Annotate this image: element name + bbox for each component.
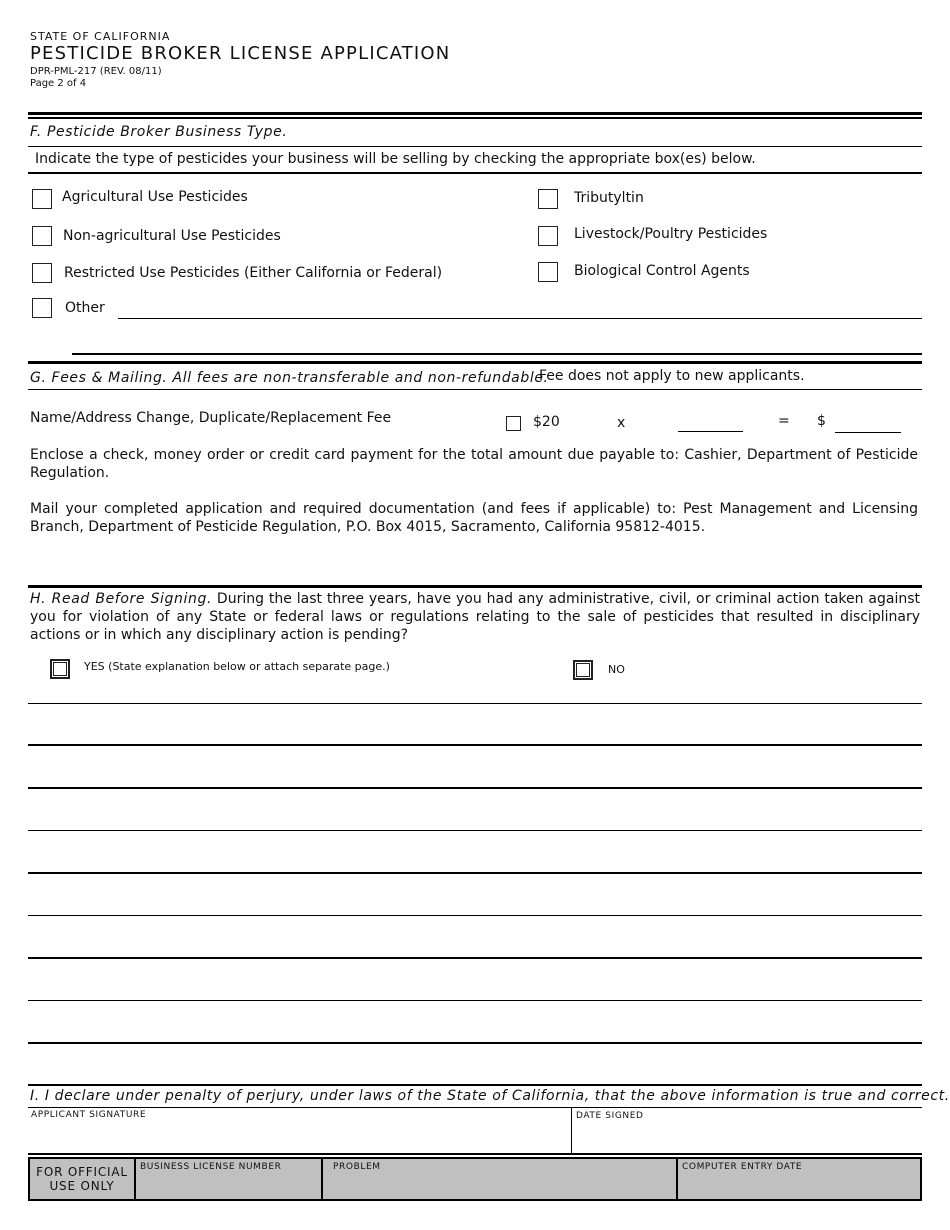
other-input-line[interactable]: [118, 318, 922, 319]
divider: [134, 1157, 136, 1201]
divider: [571, 1107, 572, 1153]
date-signed-field[interactable]: [576, 1122, 920, 1152]
form-number: DPR-PML-217 (REV. 08/11): [30, 66, 162, 77]
restricted-use-checkbox[interactable]: [32, 263, 52, 283]
explanation-line[interactable]: [28, 744, 922, 746]
livestock-poultry-checkbox[interactable]: [538, 226, 558, 246]
other-input-line-2[interactable]: [72, 353, 922, 355]
divider: [28, 146, 922, 147]
divider: [28, 172, 922, 174]
no-label: NO: [608, 663, 625, 676]
section-divider: [28, 1084, 922, 1086]
explanation-line[interactable]: [28, 787, 922, 789]
section-g-title: G. Fees & Mailing. All fees are non-transferable and non-refundable.: [30, 370, 549, 386]
mailing-instructions: Mail your completed application and required documentation (and fees if applicable) to: Pest Management and Licensing Branch, Department of Pesticide Regulation, P.O. Box 4015, Sacramento, California 95812-4015.: [30, 501, 918, 535]
biological-control-checkbox[interactable]: [538, 262, 558, 282]
total-field[interactable]: [835, 432, 901, 433]
fee-label: Name/Address Change, Duplicate/Replacement Fee: [30, 410, 392, 426]
explanation-line[interactable]: [28, 957, 922, 959]
payment-instructions: Enclose a check, money order or credit card payment for the total amount due payable to: Cashier, Department of Pesticide Regulation.: [30, 447, 918, 481]
other-checkbox[interactable]: [32, 298, 52, 318]
tributyltin-label: Tributyltin: [574, 190, 644, 206]
explanation-line[interactable]: [28, 1042, 922, 1044]
explanation-line[interactable]: [28, 703, 922, 704]
no-checkbox[interactable]: [573, 660, 593, 680]
business-license-number-label: BUSINESS LICENSE NUMBER: [140, 1162, 282, 1172]
yes-checkbox[interactable]: [50, 659, 70, 679]
times-sign: x: [617, 415, 626, 431]
dollar-sign: $: [817, 413, 826, 429]
section-h-question: During the last three years, have you had any administrative, civil, or criminal action taken against you for violation of any State or federal laws or regulations relating to the sale of pesticides that resulted in disciplinary actions or in which any disciplinary action is pending?: [30, 591, 920, 643]
yes-label: YES (State explanation below or attach separate page.): [84, 660, 390, 673]
equals-sign: =: [778, 413, 790, 429]
official-use-label: FOR OFFICIAL USE ONLY: [36, 1165, 128, 1193]
section-g-note: Fee does not apply to new applicants.: [539, 368, 805, 384]
livestock-poultry-label: Livestock/Poultry Pesticides: [574, 226, 768, 242]
applicant-signature-label: APPLICANT SIGNATURE: [31, 1110, 147, 1120]
problem-label: PROBLEM: [333, 1162, 381, 1172]
form-title: PESTICIDE BROKER LICENSE APPLICATION: [30, 43, 451, 64]
divider: [321, 1157, 323, 1201]
page-number: Page 2 of 4: [30, 78, 87, 89]
header-divider: [28, 112, 922, 115]
section-h-text: [30, 590, 920, 644]
explanation-line[interactable]: [28, 1000, 922, 1001]
fee-checkbox[interactable]: [506, 416, 521, 431]
date-signed-label: DATE SIGNED: [576, 1111, 644, 1121]
divider: [28, 1153, 922, 1155]
agency-name: STATE OF CALIFORNIA: [30, 30, 171, 43]
non-agricultural-use-checkbox[interactable]: [32, 226, 52, 246]
header-divider-2: [28, 117, 922, 119]
other-label: Other: [65, 300, 105, 316]
divider: [28, 1107, 922, 1108]
section-divider: [28, 361, 922, 364]
agricultural-use-label: Agricultural Use Pesticides: [62, 189, 248, 205]
explanation-line[interactable]: [28, 915, 922, 916]
biological-control-label: Biological Control Agents: [574, 263, 750, 279]
fee-amount: $20: [533, 414, 560, 430]
applicant-signature-field[interactable]: [30, 1120, 570, 1152]
section-h-title: H. Read Before Signing.: [30, 591, 213, 607]
computer-entry-date-label: COMPUTER ENTRY DATE: [682, 1162, 803, 1172]
explanation-line[interactable]: [28, 872, 922, 874]
tributyltin-checkbox[interactable]: [538, 189, 558, 209]
divider: [28, 389, 922, 390]
declaration-text: I. I declare under penalty of perjury, under laws of the State of California, that the above information is true and correct.: [30, 1088, 950, 1104]
divider: [676, 1157, 678, 1201]
quantity-field[interactable]: [678, 431, 743, 432]
section-divider: [28, 585, 922, 588]
section-f-title: F. Pesticide Broker Business Type.: [30, 124, 288, 140]
explanation-line[interactable]: [28, 830, 922, 831]
non-agricultural-use-label: Non-agricultural Use Pesticides: [63, 228, 281, 244]
agricultural-use-checkbox[interactable]: [32, 189, 52, 209]
restricted-use-label: Restricted Use Pesticides (Either California or Federal): [64, 265, 443, 281]
section-f-instruction: Indicate the type of pesticides your business will be selling by checking the appropriate box(es) below.: [35, 151, 756, 167]
